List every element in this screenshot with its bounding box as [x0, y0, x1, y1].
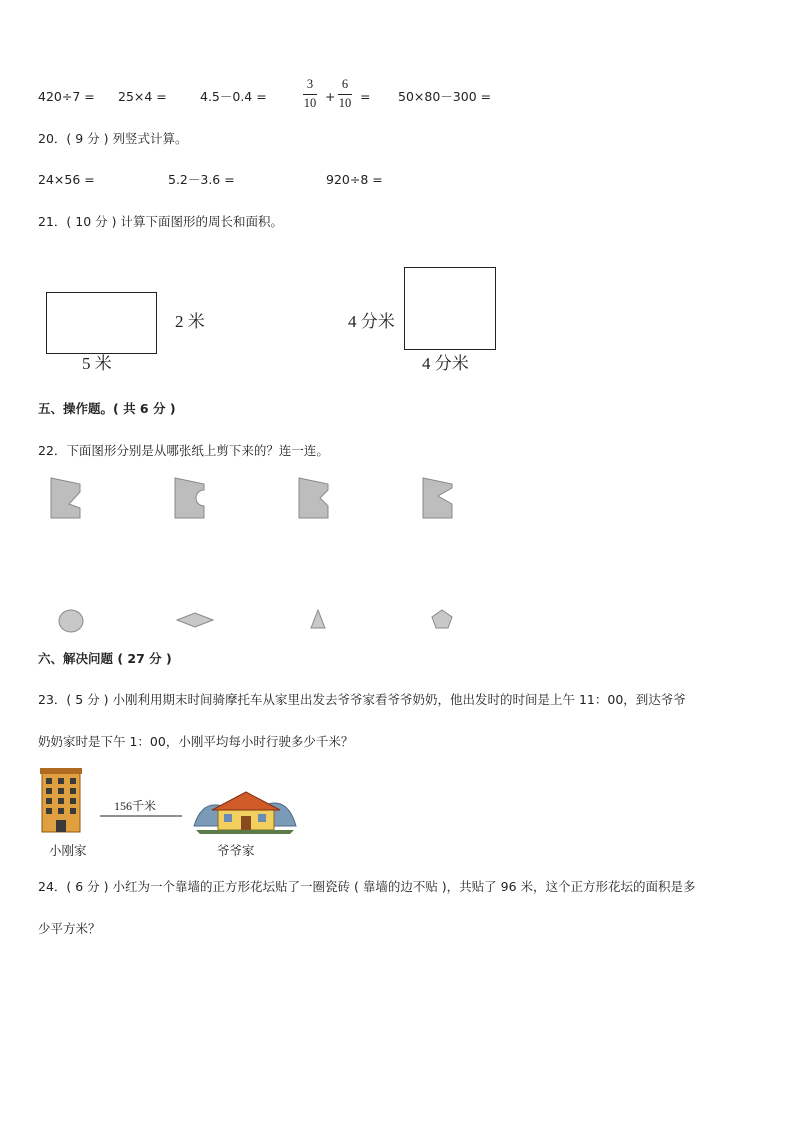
fraction-numerator: 6	[341, 77, 349, 91]
triangle-shape	[309, 608, 327, 630]
expr-920-div-8: 920÷8 =	[326, 172, 383, 187]
question-22-title: 22．下面图形分别是从哪张纸上剪下来的？连一连。	[38, 443, 329, 458]
pentagon-shape	[430, 608, 454, 630]
fraction-denominator: 10	[338, 95, 352, 110]
circle-shape	[58, 608, 84, 634]
folded-paper-cut-4	[420, 476, 456, 520]
question-24-line-2: 少平方米？	[38, 921, 101, 936]
section-5-title: 五、操作题。( 共 6 分 )	[38, 401, 176, 416]
question-24-line-1: 24．( 6 分 ) 小红为一个靠墙的正方形花坛贴了一圈瓷砖 ( 靠墙的边不贴 )，共贴了 96 米，这个正方形花坛的面积是多	[38, 879, 696, 894]
expr-5-2-minus-3-6: 5.2－3.6 =	[168, 172, 235, 187]
grandpa-house-icon	[192, 786, 298, 834]
square-side-label-bottom: 4 分米	[422, 354, 469, 373]
square-figure	[404, 267, 496, 350]
fraction-3-10	[303, 78, 317, 111]
fraction-denominator: 10	[303, 95, 317, 110]
question-21-title: 21．( 10 分 ) 计算下面图形的周长和面积。	[38, 214, 283, 229]
expr-4-5-minus-0-4: 4.5－0.4 =	[200, 89, 267, 104]
distance-label: 156千米	[114, 799, 157, 813]
folded-paper-cut-2	[172, 476, 208, 520]
expr-50-times-80-minus-300: 50×80－300 =	[398, 89, 492, 104]
folded-paper-cut-3	[296, 476, 332, 520]
rectangle-length-label: 5 米	[82, 354, 112, 373]
question-23-line-1: 23．( 5 分 ) 小刚利用期末时间骑摩托车从家里出发去爷爷家看爷爷奶奶，他出发时的时间是上午 11：00，到达爷爷	[38, 692, 686, 707]
fraction-6-10	[338, 78, 352, 111]
section-6-title: 六、解决问题 ( 27 分 )	[38, 651, 172, 666]
question-23-line-2: 奶奶家时是下午 1：00，小刚平均每小时行驶多少千米？	[38, 734, 354, 749]
rhombus-shape	[176, 610, 214, 630]
question-20-title: 20．( 9 分 ) 列竖式计算。	[38, 131, 188, 146]
expr-420-div-7: 420÷7 =	[38, 89, 95, 104]
folded-paper-cut-1	[48, 476, 84, 520]
square-side-label-left: 4 分米	[348, 312, 395, 331]
plus-sign: +	[325, 89, 336, 104]
home-label: 小刚家	[49, 843, 87, 858]
fraction-numerator: 3	[306, 77, 314, 91]
expr-24-times-56: 24×56 =	[38, 172, 95, 187]
equals-sign: =	[360, 89, 371, 104]
rectangle-width-label: 2 米	[175, 312, 205, 331]
distance-line	[100, 814, 182, 818]
expr-25-times-4: 25×4 =	[118, 89, 167, 104]
fraction-bar	[338, 94, 352, 95]
grandpa-home-label: 爷爷家	[217, 843, 255, 858]
apartment-building-icon	[40, 768, 82, 834]
rectangle-figure	[46, 292, 157, 354]
fraction-bar	[303, 94, 317, 95]
